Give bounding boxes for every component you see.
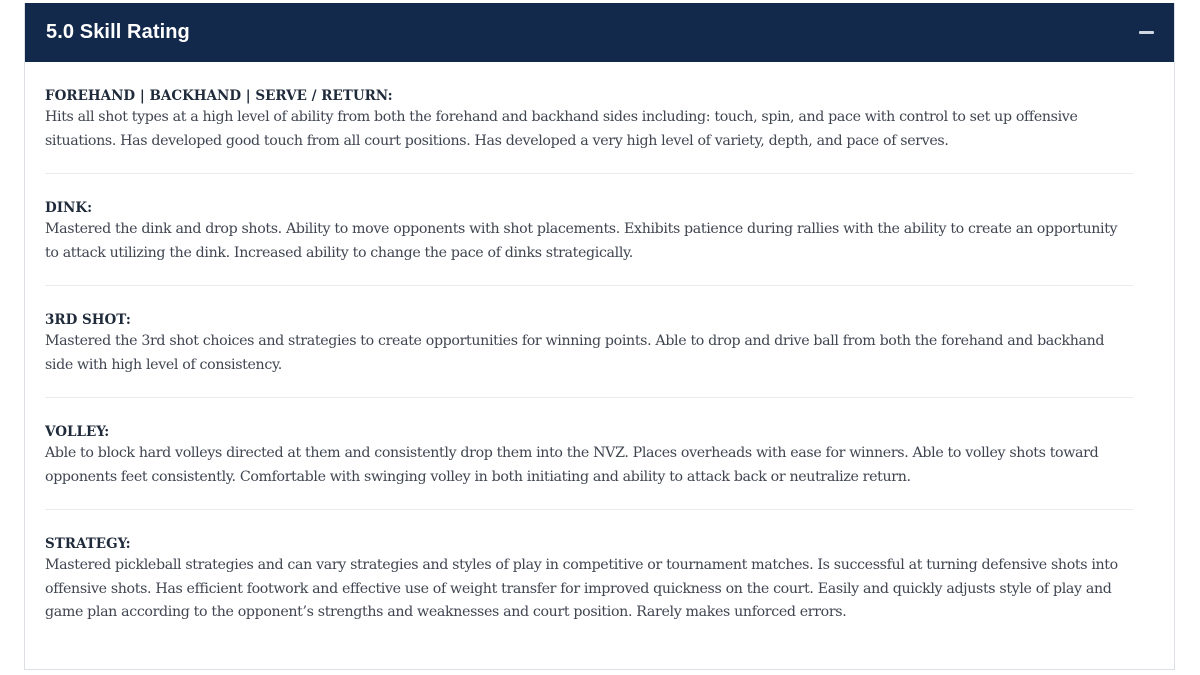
section-strategy (45, 534, 1133, 625)
section-text: Mastered the dink and drop shots. Ability to move opponents with shot placements. Exhibits patience during rallies with the ability to create an opportunity to attack utilizing the dink. Increased ability to change the pace of dinks strategically. (45, 221, 1118, 261)
section-heading: 3RD SHOT: (45, 312, 131, 328)
minus-icon[interactable] (1139, 31, 1154, 34)
accordion-header[interactable] (25, 3, 1174, 62)
accordion-body (25, 62, 1174, 625)
skill-rating-accordion (24, 3, 1175, 670)
section-text: Mastered pickleball strategies and can vary strategies and styles of play in competitive or tournament matches. Is successful at turning defensive shots into offensive shots. Has efficient footwork and effective use of weight transfer for improved quickness on the court. Easily and quickly adjusts style of play and game plan according to the opponent’s strengths and weaknesses and court position. Rarely makes unforced errors. (45, 557, 1118, 620)
accordion-title: 5.0 Skill Rating (46, 21, 190, 43)
section-heading: VOLLEY: (45, 424, 110, 440)
section-volley (45, 422, 1133, 510)
section-heading: FOREHAND | BACKHAND | SERVE / RETURN: (45, 88, 393, 104)
section-forehand-backhand-serve (45, 86, 1133, 174)
section-heading: STRATEGY: (45, 536, 131, 552)
section-heading: DINK: (45, 200, 93, 216)
section-text: Hits all shot types at a high level of ability from both the forehand and backhand sides including: touch, spin, and pace with control to set up offensive situations. Has developed good touch from all court positions. Has developed a very high level of variety, depth, and pace of serves. (45, 109, 1078, 149)
section-text: Mastered the 3rd shot choices and strategies to create opportunities for winning points. Able to drop and drive ball from both the forehand and backhand side with high level of consistency. (45, 333, 1105, 373)
section-dink (45, 198, 1133, 286)
section-3rd-shot (45, 310, 1133, 398)
section-text: Able to block hard volleys directed at them and consistently drop them into the NVZ. Places overheads with ease for winners. Able to volley shots toward opponents feet consistently. Comfortable with swinging volley in both initiating and ability to attack back or neutralize return. (45, 445, 1099, 485)
